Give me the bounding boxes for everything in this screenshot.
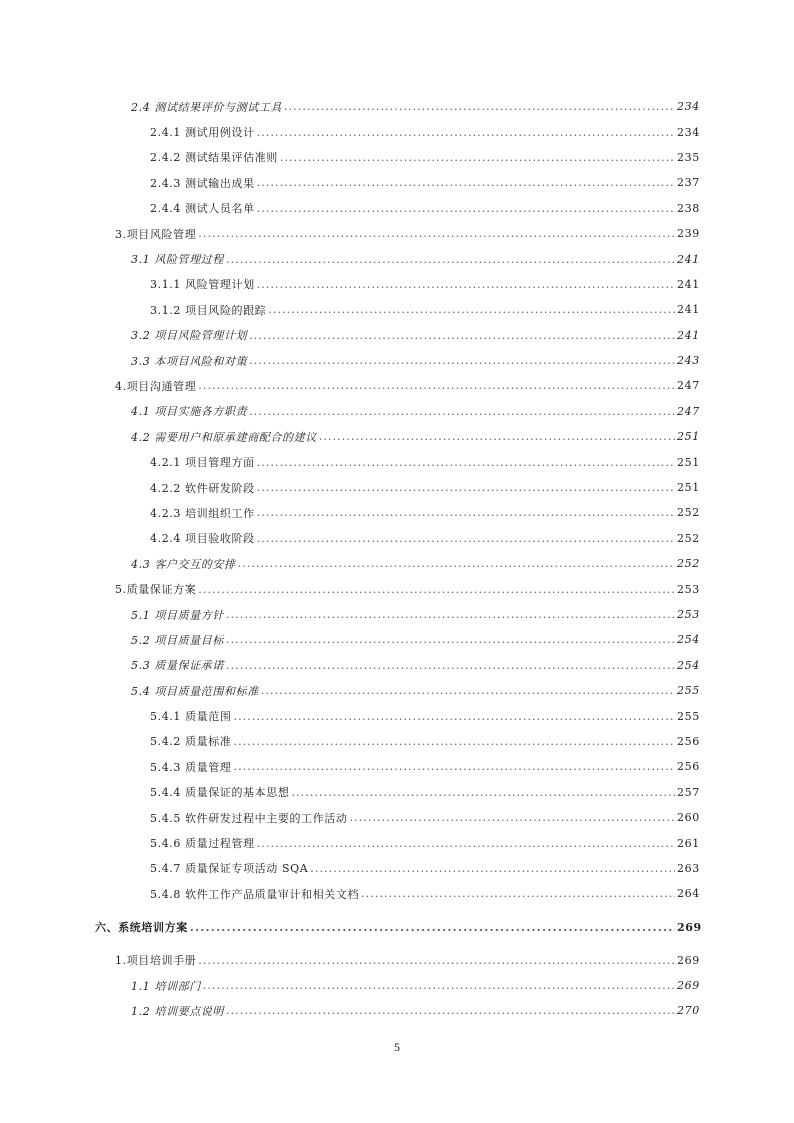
toc-entry-page: 269	[677, 979, 700, 993]
toc-entry-title: 5.2 项目质量目标	[131, 633, 224, 647]
dot-leader	[310, 862, 675, 875]
toc-entry[interactable]	[0, 653, 794, 678]
toc-entry[interactable]	[0, 998, 794, 1023]
dot-leader	[257, 202, 675, 215]
toc-entry[interactable]	[0, 246, 794, 271]
toc-entry-title: 5.1 项目质量方针	[131, 608, 224, 622]
toc-entry-page: 263	[677, 861, 700, 875]
toc-entry-title: 5.4.4 质量保证的基本思想	[150, 786, 290, 800]
toc-entry-title: 5.4 项目质量范围和标准	[131, 684, 259, 698]
toc-entry-page: 269	[677, 920, 702, 934]
dot-leader	[284, 100, 675, 113]
toc-entry[interactable]	[0, 170, 794, 195]
toc-entry-page: 260	[677, 811, 700, 825]
dot-leader	[349, 811, 675, 824]
toc-entry-title: 1.项目培训手册	[115, 954, 197, 968]
toc-entry-title: 3.1.1 风险管理计划	[150, 278, 255, 292]
toc-entry-title: 5.4.1 质量范围	[150, 710, 232, 724]
toc-entry[interactable]	[0, 323, 794, 348]
toc-entry-title: 六、系统培训方案	[95, 921, 188, 934]
toc-entry-title: 5.4.5 软件研发过程中主要的工作活动	[150, 811, 348, 825]
toc-entry-page: 235	[677, 150, 700, 164]
dot-leader	[198, 227, 675, 240]
toc-entry-title: 4.2.3 培训组织工作	[150, 506, 255, 520]
toc-entry-page: 247	[677, 404, 700, 418]
dot-leader	[226, 659, 675, 672]
dot-leader	[238, 557, 675, 570]
toc-entry-title: 5.质量保证方案	[115, 583, 197, 597]
toc-entry[interactable]	[0, 754, 794, 779]
dot-leader	[234, 710, 676, 723]
toc-entry-page: 234	[677, 100, 700, 114]
dot-leader	[226, 608, 675, 621]
toc-entry-page: 247	[677, 379, 700, 393]
toc-entry-title: 3.1 风险管理过程	[131, 253, 224, 267]
toc-entry-page: 252	[677, 506, 700, 520]
toc-entry-page: 257	[677, 785, 700, 799]
toc-entry-page: 252	[677, 531, 700, 545]
toc-entry-title: 4.2.2 软件研发阶段	[150, 481, 255, 495]
dot-leader	[257, 126, 675, 139]
toc-entry-page: 237	[677, 176, 700, 190]
toc-entry[interactable]	[0, 830, 794, 855]
dot-leader	[361, 887, 675, 900]
toc-entry[interactable]	[0, 703, 794, 728]
toc-entry-title: 2.4.1 测试用例设计	[150, 126, 255, 140]
toc-entry-page: 254	[677, 658, 700, 672]
toc-entry-page: 256	[677, 760, 700, 774]
toc-entry[interactable]	[0, 196, 794, 221]
toc-entry-page: 255	[677, 709, 700, 723]
toc-entry[interactable]	[0, 449, 794, 474]
dot-leader	[234, 735, 676, 748]
toc-entry-title: 5.4.8 软件工作产品质量审计和相关文档	[150, 887, 360, 901]
toc-entry[interactable]	[0, 780, 794, 805]
toc-entry-title: 1.1 培训部门	[131, 979, 201, 993]
toc-entry-title: 5.3 质量保证承诺	[131, 659, 224, 673]
dot-leader	[257, 176, 675, 189]
toc-entry-title: 4.2 需要用户和原承建商配合的建议	[131, 430, 317, 444]
toc-entry[interactable]	[0, 119, 794, 144]
dot-leader	[257, 532, 675, 545]
dot-leader	[234, 760, 676, 773]
dot-leader	[257, 481, 675, 494]
dot-leader	[292, 786, 676, 799]
toc-entry[interactable]	[0, 805, 794, 830]
toc-entry-title: 4.3 客户交互的安排	[131, 557, 236, 571]
toc-entry-title: 5.4.6 质量过程管理	[150, 837, 255, 851]
toc-entry[interactable]	[0, 221, 794, 246]
toc-entry[interactable]	[0, 526, 794, 551]
toc-entry-page: 251	[677, 430, 700, 444]
toc-entry-page: 264	[677, 887, 700, 901]
toc-entry[interactable]	[0, 297, 794, 322]
toc-entry-page: 241	[677, 303, 700, 317]
toc-entry[interactable]	[0, 272, 794, 297]
toc-entry[interactable]	[0, 856, 794, 881]
toc-entry-title: 5.4.2 质量标准	[150, 735, 232, 749]
dot-leader	[226, 633, 675, 646]
toc-entry[interactable]	[0, 348, 794, 373]
dot-leader	[249, 329, 675, 342]
dot-leader	[203, 979, 675, 992]
toc-entry[interactable]	[0, 948, 794, 973]
toc-entry-title: 2.4 测试结果评价与测试工具	[131, 100, 282, 114]
toc-entry-page: 251	[677, 481, 700, 495]
toc-entry-page: 251	[677, 455, 700, 469]
toc-entry[interactable]	[0, 551, 794, 576]
toc-entry-title: 5.4.7 质量保证专项活动 SQA	[150, 862, 309, 876]
toc-entry[interactable]	[0, 373, 794, 398]
toc-entry-page: 253	[677, 582, 700, 596]
toc-entry-page: 256	[677, 734, 700, 748]
dot-leader	[261, 684, 675, 697]
toc-entry-title: 4.2.1 项目管理方面	[150, 456, 255, 470]
dot-leader	[249, 405, 675, 418]
toc-entry-title: 5.4.3 质量管理	[150, 760, 232, 774]
toc-entry-title: 2.4.3 测试输出成果	[150, 176, 255, 190]
table-of-contents	[0, 94, 794, 1024]
toc-entry[interactable]	[0, 678, 794, 703]
toc-entry-page: 238	[677, 201, 700, 215]
toc-entry-page: 234	[677, 125, 700, 139]
toc-entry[interactable]	[0, 729, 794, 754]
toc-entry[interactable]	[0, 399, 794, 424]
toc-entry-title: 3.项目风险管理	[115, 227, 197, 241]
toc-entry-page: 255	[677, 684, 700, 698]
toc-entry-title: 4.1 项目实施各方职责	[131, 405, 248, 419]
dot-leader	[226, 253, 675, 266]
toc-entry-page: 241	[677, 328, 700, 342]
toc-entry-title: 3.1.2 项目风险的跟踪	[150, 303, 267, 317]
toc-entry-page: 269	[677, 953, 700, 967]
toc-entry-title: 3.3 本项目风险和对策	[131, 354, 248, 368]
dot-leader	[319, 430, 675, 443]
toc-entry-page: 239	[677, 227, 700, 241]
dot-leader	[226, 1004, 675, 1017]
dot-leader	[257, 278, 675, 291]
toc-entry[interactable]	[0, 602, 794, 627]
toc-entry-page: 241	[677, 252, 700, 266]
page-number: 5	[394, 1040, 400, 1054]
toc-entry-title: 2.4.2 测试结果评估准则	[150, 151, 278, 165]
toc-entry-page: 253	[677, 608, 700, 621]
toc-entry[interactable]	[0, 500, 794, 525]
toc-entry[interactable]	[0, 475, 794, 500]
dot-leader	[257, 837, 675, 850]
dot-leader	[249, 354, 675, 367]
toc-entry-page: 252	[677, 557, 700, 571]
toc-entry[interactable]	[0, 424, 794, 449]
toc-entry[interactable]	[0, 627, 794, 652]
dot-leader	[257, 506, 675, 519]
toc-entry[interactable]	[0, 881, 794, 906]
toc-entry-page: 241	[677, 277, 700, 291]
toc-entry-title: 4.项目沟通管理	[115, 379, 197, 393]
toc-entry-page: 261	[677, 836, 700, 850]
toc-entry-page: 243	[677, 354, 700, 368]
dot-leader	[280, 151, 675, 164]
toc-entry-title: 2.4.4 测试人员名单	[150, 202, 255, 216]
dot-leader	[198, 583, 675, 596]
dot-leader	[198, 379, 675, 392]
dot-leader	[198, 954, 675, 967]
toc-entry[interactable]	[0, 911, 794, 944]
toc-entry[interactable]	[0, 94, 794, 119]
toc-entry-page: 270	[677, 1004, 700, 1018]
toc-entry-page: 254	[677, 633, 700, 647]
toc-entry-title: 3.2 项目风险管理计划	[131, 329, 248, 343]
dot-leader	[257, 456, 675, 469]
toc-entry[interactable]	[0, 576, 794, 601]
dot-leader	[268, 303, 675, 316]
toc-entry[interactable]	[0, 973, 794, 998]
toc-entry-title: 1.2 培训要点说明	[131, 1004, 224, 1018]
toc-entry[interactable]	[0, 145, 794, 170]
dot-leader	[190, 921, 675, 934]
toc-entry-title: 4.2.4 项目验收阶段	[150, 532, 255, 546]
